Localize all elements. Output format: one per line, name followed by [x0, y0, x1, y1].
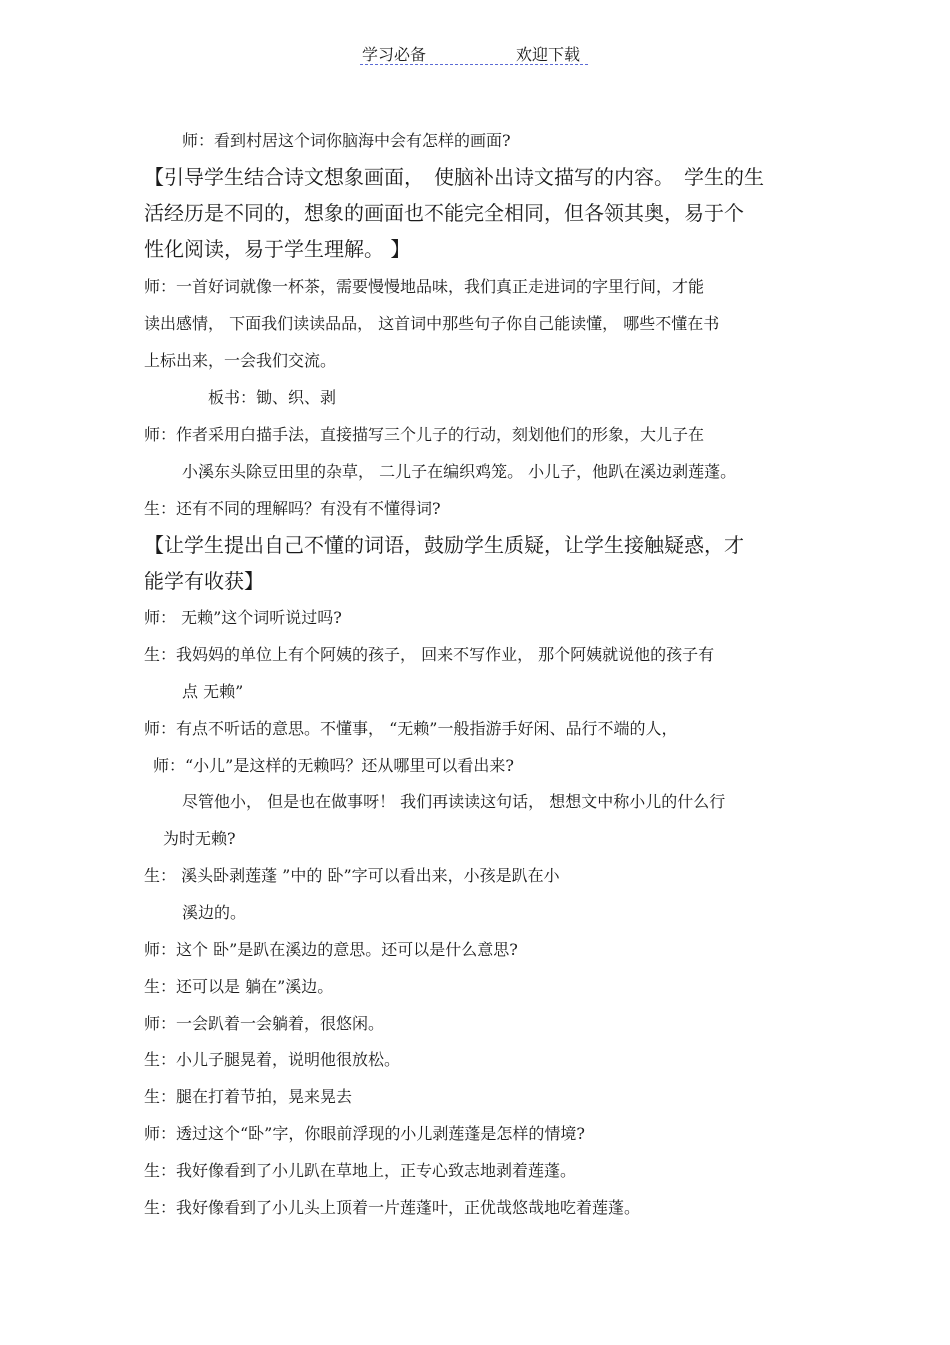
- header-right-text: 欢迎下载: [516, 45, 581, 64]
- text-line: 溪边的。: [182, 903, 247, 922]
- text-line-emphasis: 性化阅读，易于学生理解。 】: [144, 237, 411, 261]
- text-line: 师：作者采用白描手法，直接描写三个儿子的行动，刻划他们的形象，大儿子在: [144, 425, 705, 444]
- text-line: 板书：锄、织、剥: [208, 388, 337, 407]
- header-left-text: 学习必备: [362, 45, 427, 64]
- text-line: 生：还有不同的理解吗？有没有不懂得词?: [144, 499, 441, 518]
- text-line-emphasis: 能学有收获】: [144, 569, 264, 593]
- text-line: 师：一会趴着一会躺着，很悠闲。: [144, 1014, 385, 1033]
- text-line: 生：我好像看到了小儿头上顶着一片莲蓬叶，正优哉悠哉地吃着莲蓬。: [144, 1198, 641, 1217]
- text-line: 读出感情， 下面我们读读品品， 这首词中那些句子你自己能读懂， 哪些不懂在书: [144, 314, 720, 333]
- text-line-emphasis: 【引导学生结合诗文想象画面， 使脑补出诗文描写的内容。 学生的生: [144, 165, 764, 189]
- text-line: 生：小儿子腿晃着，说明他很放松。: [144, 1050, 401, 1069]
- text-line: 师：这个 卧”是趴在溪边的意思。还可以是什么意思?: [144, 940, 518, 959]
- text-line: 师：透过这个“卧”字，你眼前浮现的小儿剥莲蓬是怎样的情境?: [144, 1124, 585, 1143]
- text-line: 生：我妈妈的单位上有个阿姨的孩子， 回来不写作业， 那个阿姨就说他的孩子有: [144, 645, 715, 664]
- text-line: 师： 无赖”这个词听说过吗?: [144, 608, 342, 627]
- text-line: 师：一首好词就像一杯茶，需要慢慢地品味，我们真正走进词的字里行间，才能: [144, 277, 705, 296]
- text-line: 为时无赖?: [163, 829, 236, 848]
- text-line-emphasis: 活经历是不同的，想象的画面也不能完全相同，但各领其奥，易于个: [144, 201, 744, 225]
- text-line: 点 无赖”: [182, 682, 244, 701]
- text-line: 师：“小儿”是这样的无赖吗？还从哪里可以看出来?: [153, 756, 514, 775]
- text-line: 生：腿在打着节拍，晃来晃去: [144, 1087, 353, 1106]
- text-line: 生： 溪头卧剥莲蓬 ”中的 卧”字可以看出来，小孩是趴在小: [144, 866, 560, 885]
- text-line: 生：我好像看到了小儿趴在草地上，正专心致志地剥着莲蓬。: [144, 1161, 577, 1180]
- text-line: 小溪东头除豆田里的杂草， 二儿子在编织鸡笼。 小儿子，他趴在溪边剥莲蓬。: [182, 462, 737, 481]
- page-header: [360, 40, 588, 65]
- text-line: 上标出来，一会我们交流。: [144, 351, 337, 370]
- text-line: 生：还可以是 躺在”溪边。: [144, 977, 334, 996]
- text-line: 师：看到村居这个词你脑海中会有怎样的画面?: [182, 131, 511, 150]
- text-line: 尽管他小， 但是也在做事呀！ 我们再读读这句话， 想想文中称小儿的什么行: [182, 792, 726, 811]
- text-line: 师：有点不听话的意思。不懂事， “无赖”一般指游手好闲、品行不端的人，: [144, 719, 678, 738]
- text-line-emphasis: 【让学生提出自己不懂的词语，鼓励学生质疑，让学生接触疑惑，才: [144, 533, 744, 557]
